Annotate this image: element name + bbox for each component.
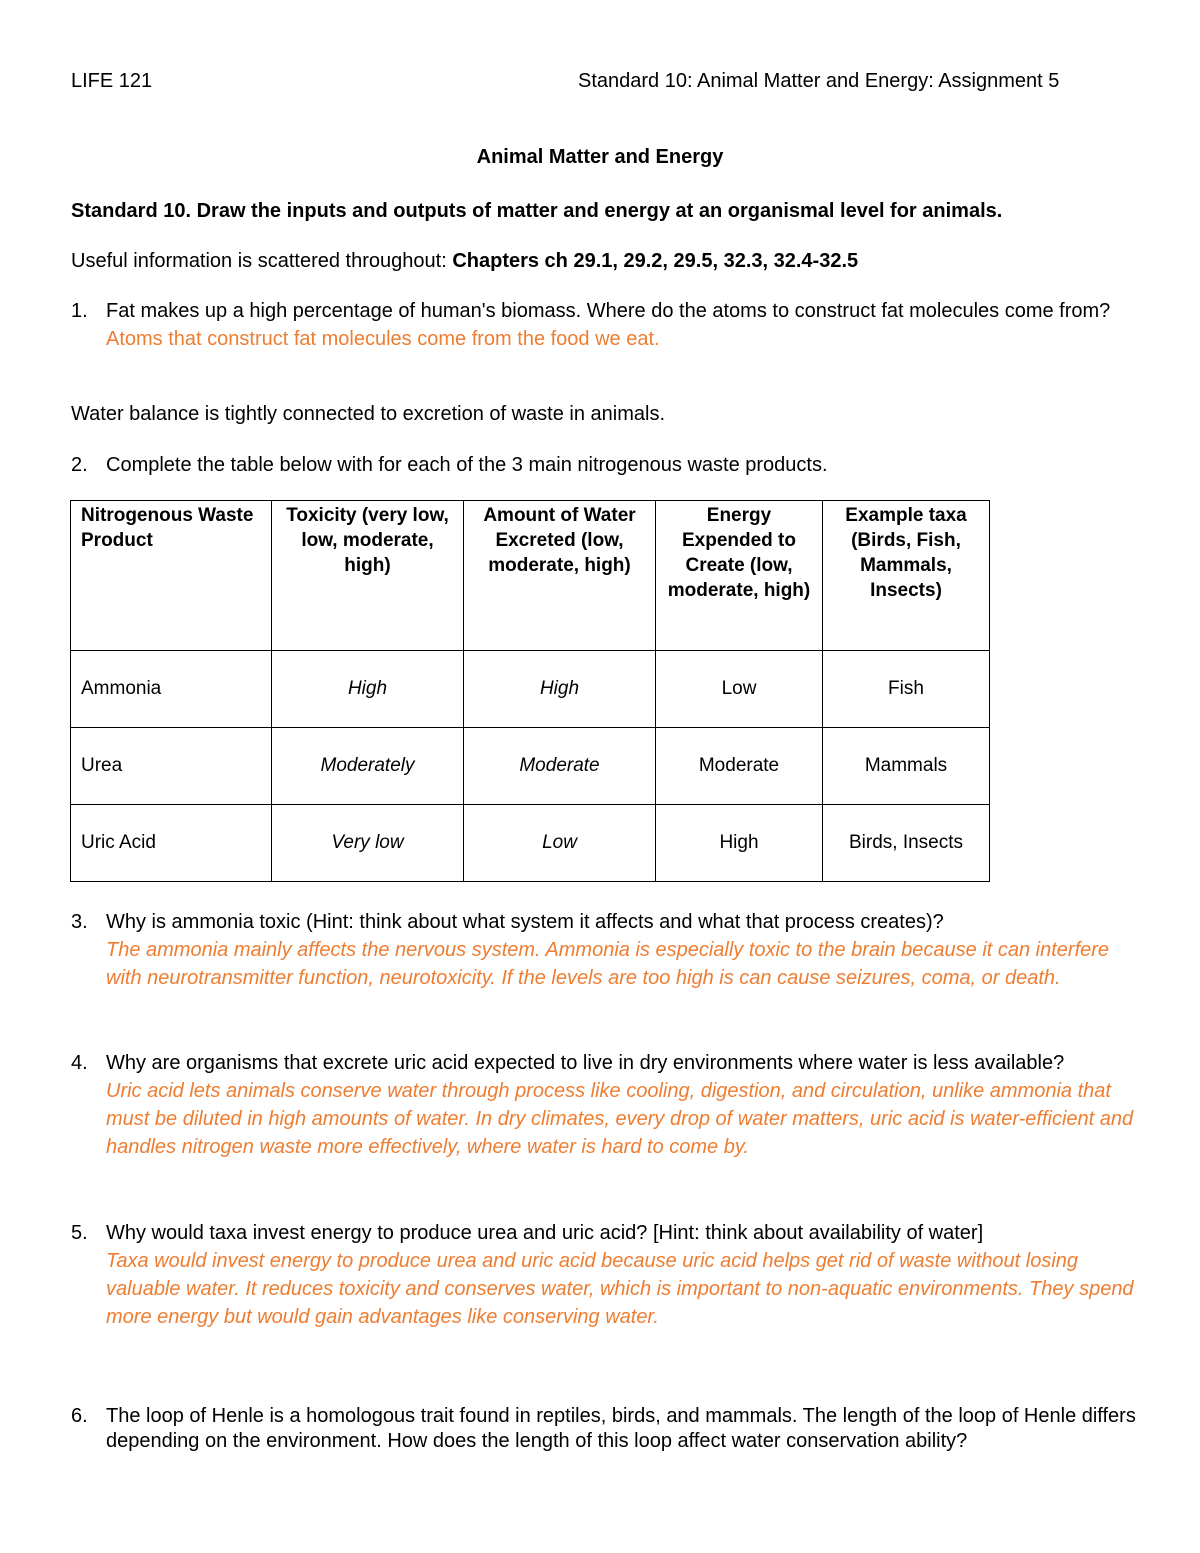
table-cell: Moderately (272, 728, 464, 805)
question-number: 4. (71, 1052, 88, 1074)
table-cell: Ammonia (71, 651, 272, 728)
table-cell: Birds, Insects (823, 805, 990, 882)
answer-text: The ammonia mainly affects the nervous system. Ammonia is especially toxic to the brain because it can interfere with neurotransmitter function, neurotoxicity. If the levels are too high is can cause seizures, coma, or death. (106, 939, 1110, 989)
table-header-cell: Amount of Water Excreted (low, moderate, high) (464, 501, 656, 651)
table-cell: Urea (71, 728, 272, 805)
water-balance-note: Water balance is tightly connected to excretion of waste in animals. (71, 403, 666, 425)
question-text: Why are organisms that excrete uric acid expected to live in dry environments where water is less available? (106, 1052, 1065, 1074)
question-text: Fat makes up a high percentage of human's biomass. Where do the atoms to construct fat molecules come from? (106, 300, 1111, 322)
question-6 (71, 1404, 1141, 1454)
table-cell: High (464, 651, 656, 728)
question-5 (71, 1219, 1141, 1331)
useful-prefix: Useful information is scattered throughout: (71, 250, 453, 272)
question-3 (71, 908, 1141, 992)
table-cell: Low (656, 651, 823, 728)
answer-text: Uric acid lets animals conserve water through process like cooling, digestion, and circulation, unlike ammonia that must be diluted in high amounts of water. In dry climates, every drop of water matters, uric acid is water-efficient and handles nitrogen waste more effectively, where water is hard to come by. (106, 1080, 1134, 1158)
question-number: 6. (71, 1405, 88, 1427)
page-title: Animal Matter and Energy (476, 146, 724, 168)
table-row (71, 651, 990, 728)
assignment-title: Standard 10: Animal Matter and Energy: Assignment 5 (578, 70, 1060, 92)
question-text: Complete the table below with for each of the 3 main nitrogenous waste products. (106, 454, 828, 476)
table-cell: Uric Acid (71, 805, 272, 882)
table-header-row (71, 501, 990, 651)
table-cell: Moderate (656, 728, 823, 805)
question-number: 5. (71, 1222, 88, 1244)
table-header-cell: Toxicity (very low, low, moderate, high) (272, 501, 464, 651)
table-cell: Mammals (823, 728, 990, 805)
course-code: LIFE 121 (71, 70, 153, 92)
answer-text: Atoms that construct fat molecules come from the food we eat. (106, 328, 660, 350)
table-row (71, 805, 990, 882)
table-cell: High (272, 651, 464, 728)
answer-text: Taxa would invest energy to produce urea and uric acid because uric acid helps get rid of waste without losing valuable water. It reduces toxicity and conserves water, which is important to non-aquatic environments. They spend more energy but would gain advantages like conserving water. (106, 1250, 1134, 1328)
table-header-cell: Example taxa (Birds, Fish, Mammals, Insects) (823, 501, 990, 651)
table-cell: High (656, 805, 823, 882)
nitrogenous-waste-table (70, 500, 990, 882)
table-row (71, 728, 990, 805)
table-header-cell: Energy Expended to Create (low, moderate, high) (656, 501, 823, 651)
table-cell: Low (464, 805, 656, 882)
question-2 (71, 451, 1141, 479)
question-number: 3. (71, 911, 88, 933)
standard-statement: Standard 10. Draw the inputs and outputs of matter and energy at an organismal level for animals. (71, 200, 1003, 222)
table-header-cell: Nitrogenous Waste Product (71, 501, 272, 651)
question-4 (71, 1049, 1141, 1161)
useful-info (71, 250, 858, 273)
table-cell: Very low (272, 805, 464, 882)
table-cell: Moderate (464, 728, 656, 805)
question-text: Why would taxa invest energy to produce urea and uric acid? [Hint: think about availability of water] (106, 1222, 984, 1244)
question-1 (71, 297, 1141, 353)
question-text: The loop of Henle is a homologous trait found in reptiles, birds, and mammals. The length of the loop of Henle differs depending on the environment. How does the length of this loop affect water conservation ability? (106, 1405, 1136, 1452)
question-number: 2. (71, 454, 88, 476)
useful-chapters: Chapters ch 29.1, 29.2, 29.5, 32.3, 32.4-32.5 (452, 250, 859, 272)
question-text: Why is ammonia toxic (Hint: think about what system it affects and what that process creates)? (106, 911, 944, 933)
question-number: 1. (71, 300, 88, 322)
table-cell: Fish (823, 651, 990, 728)
